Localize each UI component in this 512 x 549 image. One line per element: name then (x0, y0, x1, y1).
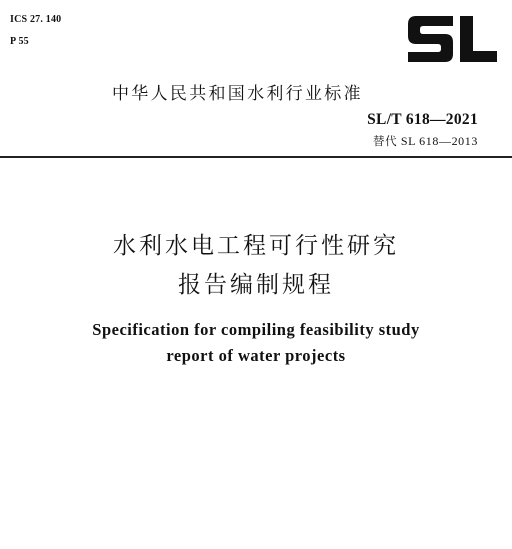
sl-logo (407, 16, 497, 62)
title-chinese-line2: 报告编制规程 (178, 272, 334, 298)
replaces-standard (373, 134, 478, 148)
replaces-number: SL 618—2013 (400, 134, 478, 148)
header-divider (0, 156, 512, 158)
title-english-line1: Specification for compiling feasibility study (92, 320, 420, 339)
standard-category: 中华人民共和国水利行业标准 (112, 84, 363, 104)
standard-number: SL/T 618—2021 (367, 111, 478, 128)
title-english-line2: report of water projects (166, 346, 346, 365)
ics-code: ICS 27. 140 (10, 14, 62, 25)
sl-logo-l-shape (460, 16, 497, 62)
replaces-label: 替代 (373, 134, 398, 148)
sl-logo-s-shape (408, 16, 453, 62)
ccs-code: P 55 (10, 36, 29, 47)
title-chinese-line1: 水利水电工程可行性研究 (113, 233, 399, 259)
